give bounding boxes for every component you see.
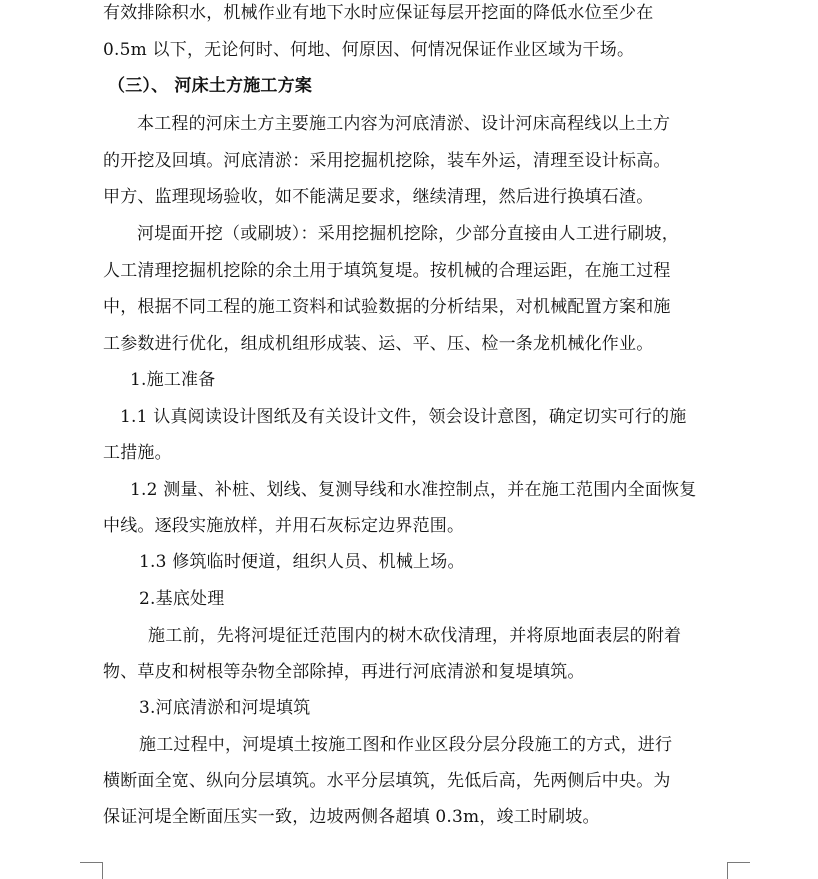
subheading: 1.施工准备 xyxy=(130,370,216,390)
text-line: 0.5m 以下，无论何时、何地、何原因、何情况保证作业区域为干场。 xyxy=(103,40,635,60)
text-line: 甲方、监理现场验收，如不能满足要求，继续清理，然后进行换填石渣。 xyxy=(103,187,654,207)
subheading: 2.基底处理 xyxy=(139,589,225,609)
text-line: 河堤面开挖（或刷坡）：采用挖掘机挖除，少部分直接由人工进行刷坡， xyxy=(137,224,679,244)
text-line: 工参数进行优化，组成机组形成装、运、平、压、检一条龙机械化作业。 xyxy=(103,334,654,354)
text-line: 1.2 测量、补桩、划线、复测导线和水准控制点，并在施工范围内全面恢复 xyxy=(130,480,697,500)
page-corner-mark-left xyxy=(80,862,103,879)
text-line: 中线。逐段实施放样，并用石灰标定边界范围。 xyxy=(103,516,465,536)
text-line: 1.3 修筑临时便道，组织人员、机械上场。 xyxy=(139,552,465,572)
text-line: 保证河堤全断面压实一致，边坡两侧各超填 0.3m，竣工时刷坡。 xyxy=(103,807,600,827)
subheading: 3.河底清淤和河堤填筑 xyxy=(139,698,311,718)
text-line: 物、草皮和树根等杂物全部除掉，再进行河底清淤和复堤填筑。 xyxy=(103,662,585,682)
page-corner-mark-right xyxy=(727,862,750,879)
text-line: 本工程的河床土方主要施工内容为河底清淤、设计河床高程线以上土方 xyxy=(137,114,671,134)
section-heading: （三）、 河床土方施工方案 xyxy=(108,76,313,96)
text-line: 施工前，先将河堤征迁范围内的树木砍伐清理，并将原地面表层的附着 xyxy=(148,626,682,646)
text-line: 工措施。 xyxy=(103,443,172,463)
text-line: 中，根据不同工程的施工资料和试验数据的分析结果，对机械配置方案和施 xyxy=(103,297,671,317)
text-line: 施工过程中，河堤填土按施工图和作业区段分层分段施工的方式，进行 xyxy=(139,735,673,755)
text-line: 人工清理挖掘机挖除的余土用于填筑复堤。按机械的合理运距，在施工过程 xyxy=(103,261,671,281)
text-line: 横断面全宽、纵向分层填筑。水平分层填筑，先低后高，先两侧后中央。为 xyxy=(103,771,671,791)
text-line: 的开挖及回填。河底清淤：采用挖掘机挖除，装车外运，清理至设计标高。 xyxy=(103,151,671,171)
text-line: 1.1 认真阅读设计图纸及有关设计文件，领会设计意图，确定切实可行的施 xyxy=(120,407,687,427)
text-line: 有效排除积水，机械作业有地下水时应保证每层开挖面的降低水位至少在 xyxy=(103,3,654,23)
